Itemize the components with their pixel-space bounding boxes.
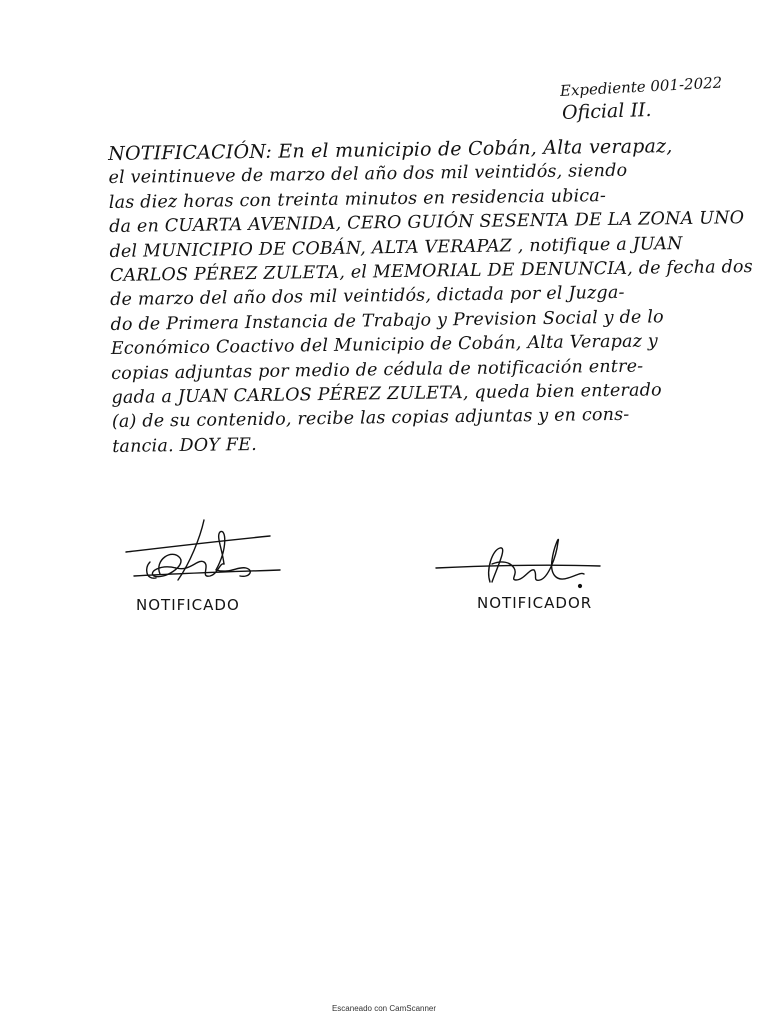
body-line-1: NOTIFICACIÓN: En el municipio de Cobán, Alta verapaz, [108,135,673,165]
oficial-label: Oficial II. [561,98,652,124]
body-line-5: del MUNICIPIO DE COBÁN, ALTA VERAPAZ , notifique a JUAN [109,233,683,262]
notificado-signature [120,518,300,598]
notificado-label: NOTIFICADO [136,596,240,614]
scanner-watermark: Escaneado con CamScanner [331,1004,437,1013]
body-line-7: de marzo del año dos mil veintidós, dictada por el Juzga- [110,283,625,311]
body-line-13: tancia. DOY FE. [112,434,258,457]
notificador-label: NOTIFICADOR [477,594,593,612]
body-line-9: Económico Coactivo del Municipio de Cobán, Alta Verapaz y [110,331,659,360]
body-line-8: do de Primera Instancia de Trabajo y Prevision Social y de lo [110,306,664,335]
case-header [559,73,750,124]
body-line-2: el veintinueve de marzo del año dos mil veintidós, siendo [108,161,628,189]
notificador-signature [430,530,615,595]
body-line-10: copias adjuntas por medio de cédula de notificación entre- [111,356,644,384]
body-line-3: las diez horas con treinta minutos en residencia ubica- [108,185,607,213]
body-line-6: CARLOS PÉREZ ZULETA, el MEMORIAL DE DENUNCIA, de fecha dos [109,256,754,286]
notification-body [108,133,754,459]
expediente-number: Expediente 001-2022 [559,73,723,100]
body-line-11: gada a JUAN CARLOS PÉREZ ZULETA, queda bien enterado [111,380,662,408]
body-line-4: da en CUARTA AVENIDA, CERO GUIÓN SESENTA DE LA ZONA UNO [109,208,745,238]
body-line-12: (a) de su contenido, recibe las copias adjuntas y en cons- [111,405,630,433]
